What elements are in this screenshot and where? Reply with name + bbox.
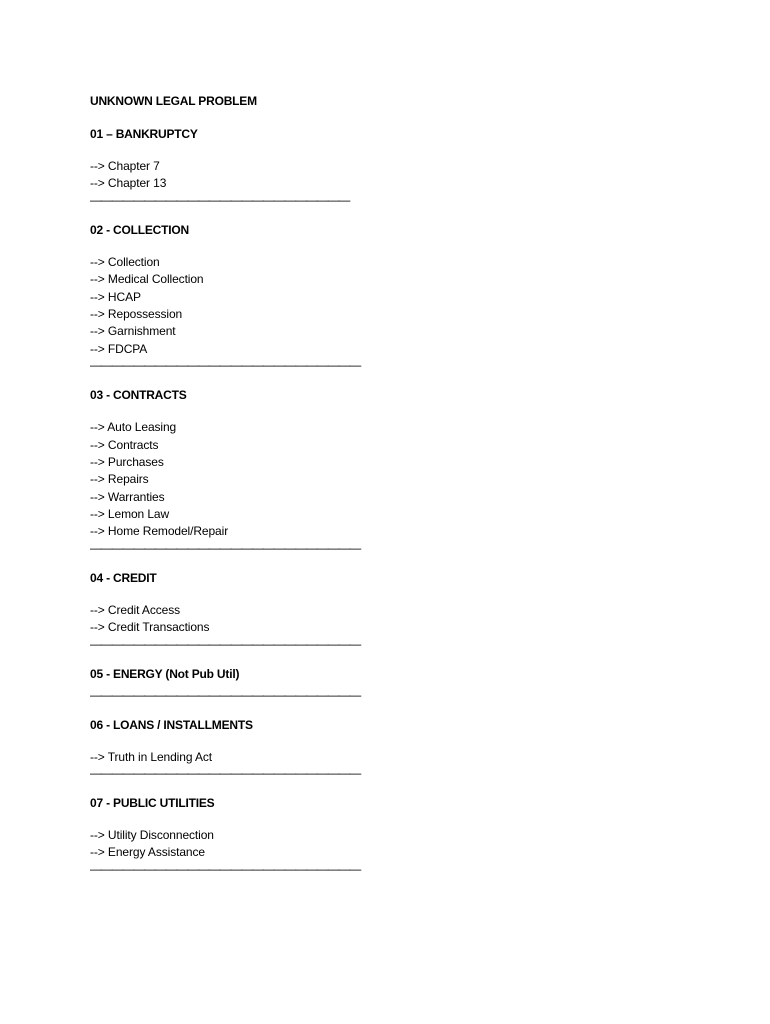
list-item: --> Repairs <box>90 472 149 487</box>
list-item: --> FDCPA <box>90 341 148 356</box>
section-items <box>90 158 710 193</box>
list-item: --> Truth in Lending Act <box>90 749 213 764</box>
section-items <box>90 827 710 862</box>
list-item: --> Medical Collection <box>90 272 204 287</box>
section-heading: 05 - ENERGY (Not Pub Util) <box>90 666 240 681</box>
section-collection <box>90 222 710 372</box>
list-item: --> Energy Assistance <box>90 845 205 860</box>
section-divider: ————————————————————————— <box>90 861 361 876</box>
list-item: --> Collection <box>90 254 160 269</box>
section-divider: ————————————————————————— <box>90 358 361 373</box>
list-item: --> Contracts <box>90 437 159 452</box>
section-bankruptcy <box>90 126 710 207</box>
section-heading: 01 – BANKRUPTCY <box>90 127 198 141</box>
section-divider: ————————————————————————— <box>90 687 361 702</box>
section-items <box>90 749 710 766</box>
section-items <box>90 602 710 637</box>
list-item: --> Chapter 13 <box>90 176 167 191</box>
section-divider: ————————————————————————— <box>90 636 361 651</box>
list-item: --> HCAP <box>90 289 141 304</box>
list-item: --> Auto Leasing <box>90 420 177 435</box>
list-item: --> Purchases <box>90 454 164 469</box>
section-divider: ————————————————————————— <box>90 766 361 781</box>
section-heading: 07 - PUBLIC UTILITIES <box>90 796 215 811</box>
section-public-utilities <box>90 795 710 876</box>
section-contracts <box>90 387 710 555</box>
section-divider: ———————————————————————— <box>90 192 350 207</box>
list-item: --> Credit Transactions <box>90 620 210 635</box>
list-item: --> Home Remodel/Repair <box>90 524 229 539</box>
list-item: --> Repossession <box>90 306 183 321</box>
list-item: --> Chapter 7 <box>90 159 160 173</box>
section-divider: ————————————————————————— <box>90 540 361 555</box>
section-items <box>90 419 710 541</box>
section-heading: 04 - CREDIT <box>90 570 157 585</box>
section-loans-installments <box>90 717 710 780</box>
section-energy <box>90 666 710 702</box>
section-heading: 03 - CONTRACTS <box>90 388 187 403</box>
section-credit <box>90 570 710 651</box>
section-heading: 06 - LOANS / INSTALLMENTS <box>90 717 253 732</box>
list-item: --> Utility Disconnection <box>90 828 214 843</box>
list-item: --> Lemon Law <box>90 507 170 522</box>
list-item: --> Warranties <box>90 489 165 504</box>
document-title: UNKNOWN LEGAL PROBLEM <box>90 94 257 108</box>
document-page <box>90 93 710 891</box>
list-item: --> Credit Access <box>90 602 180 617</box>
section-heading: 02 - COLLECTION <box>90 222 190 237</box>
list-item: --> Garnishment <box>90 324 176 339</box>
section-items <box>90 254 710 358</box>
